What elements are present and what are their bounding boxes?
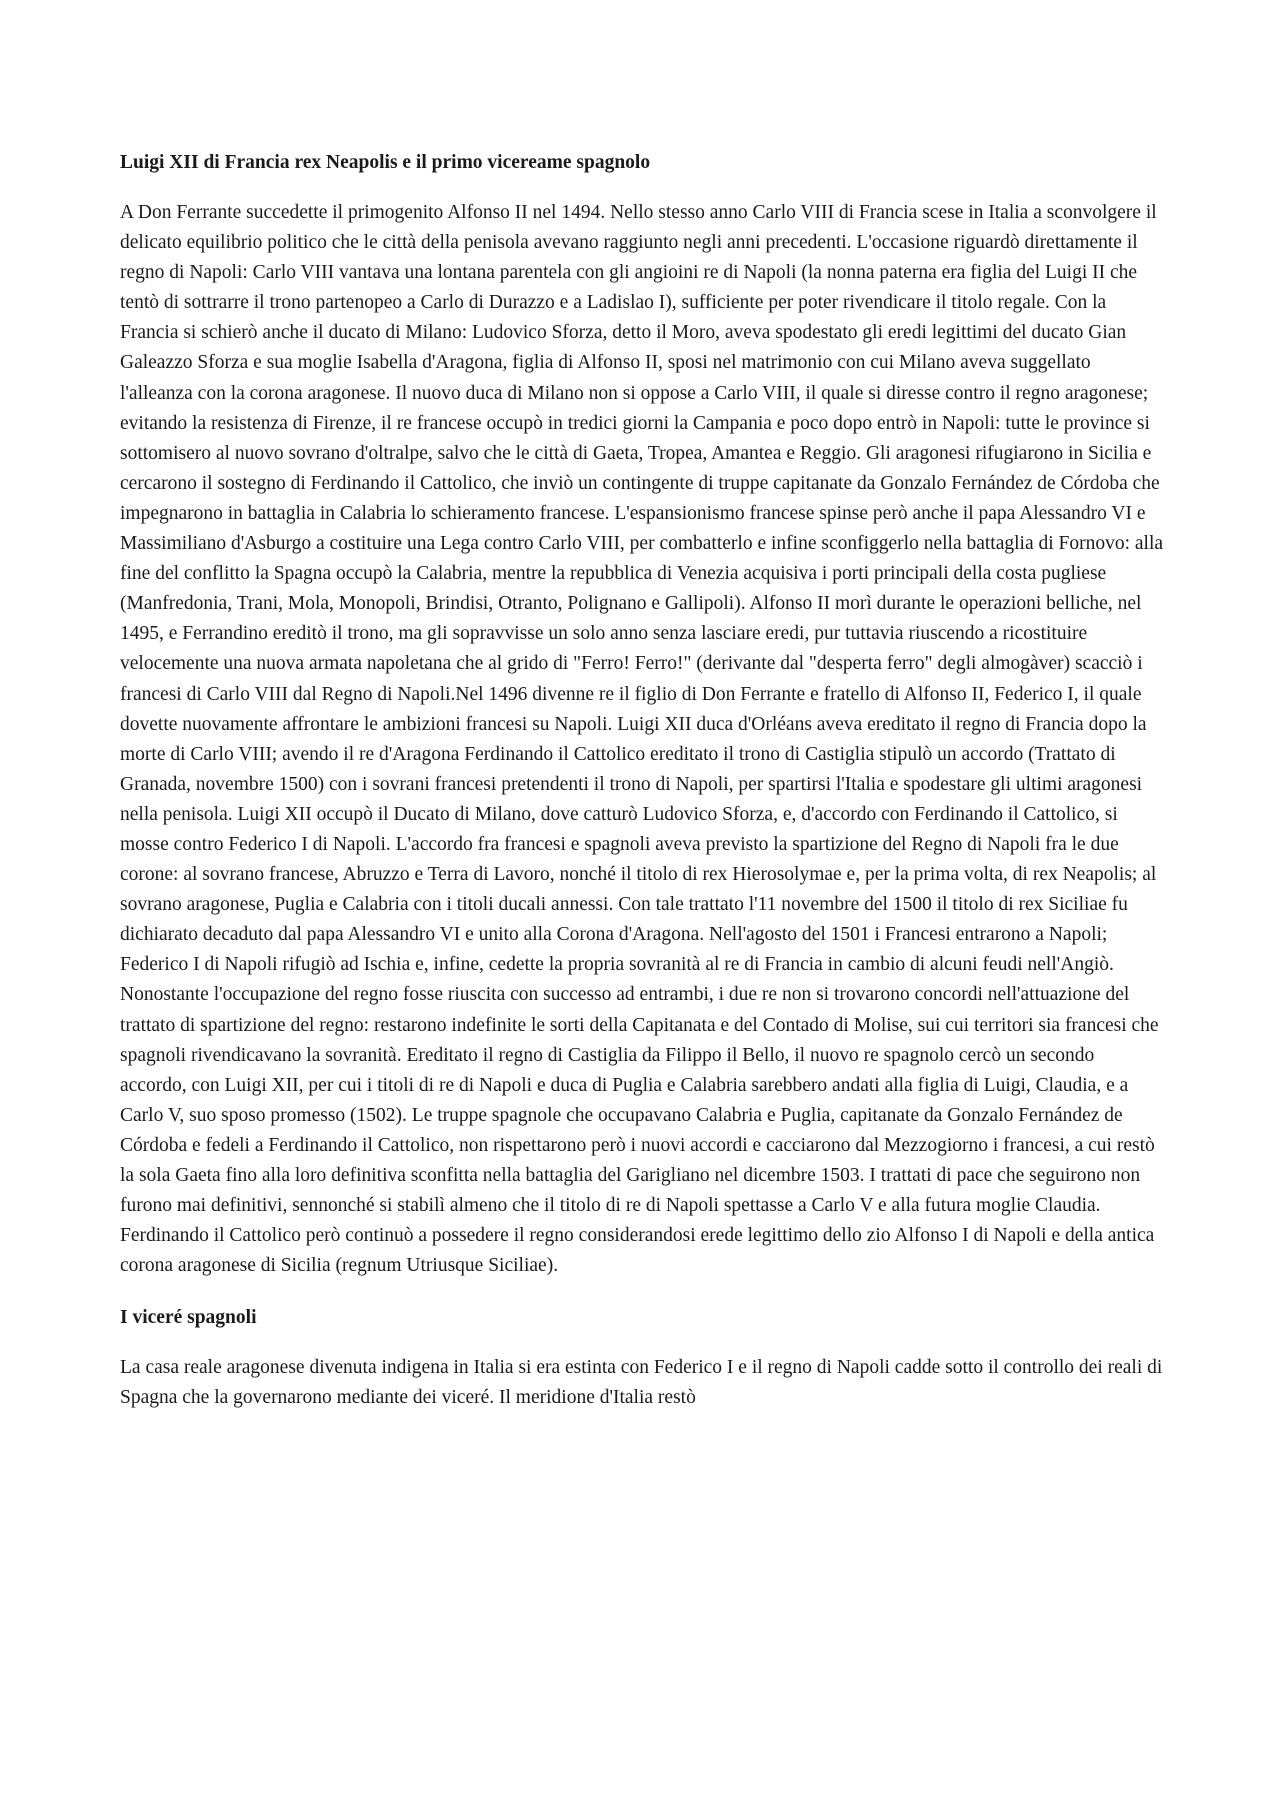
section-heading-luigi-xii: Luigi XII di Francia rex Neapolis e il primo vicereame spagnolo — [120, 152, 651, 173]
section-heading-vicere: I viceré spagnoli — [120, 1307, 257, 1329]
document-page — [120, 148, 1165, 1434]
section-paragraph-vicere: La casa reale aragonese divenuta indigena in Italia si era estinta con Federico I e il regno di Napoli cadde sotto il controllo dei reali di Spagna che la governarono mediante dei viceré. Il meridione d'Italia restò — [120, 1357, 1163, 1409]
section-paragraph-luigi-xii: A Don Ferrante succedette il primogenito Alfonso II nel 1494. Nello stesso anno Carlo VIII di Francia scese in Italia a sconvolgere il delicato equilibrio politico che le città della penisola avevano raggiunto negli anni precedenti. L'occasione riguardò direttamente il regno di Napoli: Carlo VIII vantava una lontana parentela con gli angioini re di Napoli (la nonna paterna era figlia del Luigi II che tentò di sottrarre il trono partenopeo a Carlo di Durazzo e a Ladislao I), sufficiente per poter rivendicare il titolo regale. Con la Francia si schierò anche il ducato di Milano: Ludovico Sforza, detto il Moro, aveva spodestato gli eredi legittimi del ducato Gian Galeazzo Sforza e sua moglie Isabella d'Aragona, figlia di Alfonso II, sposi nel matrimonio con cui Milano aveva suggellato l'alleanza con la corona aragonese. Il nuovo duca di Milano non si oppose a Carlo VIII, il quale si diresse contro il regno aragonese; evitando la resistenza di Firenze, il re francese occupò in tredici giorni la Campania e poco dopo entrò in Napoli: tutte le province si sottomisero al nuovo sovrano d'oltralpe, salvo che le città di Gaeta, Tropea, Amantea e Reggio. Gli aragonesi rifugiarono in Sicilia e cercarono il sostegno di Ferdinando il Cattolico, che inviò un contingente di truppe capitanate da Gonzalo Fernández de Córdoba che impegnarono in battaglia in Calabria lo schieramento francese. L'espansionismo francese spinse però anche il papa Alessandro VI e Massimiliano d'Asburgo a costituire una Lega contro Carlo VIII, per combatterlo e infine sconfiggerlo nella battaglia di Fornovo: alla fine del conflitto la Spagna occupò la Calabria, mentre la repubblica di Venezia acquisiva i porti principali della costa pugliese (Manfredonia, Trani, Mola, Monopoli, Brindisi, Otranto, Polignano e Gallipoli). Alfonso II morì durante le operazioni belliche, nel 1495, e Ferrandino ereditò il trono, ma gli sopravvisse un solo anno senza lasciare eredi, pur tuttavia riuscendo a ricostituire velocemente una nuova armata napoletana che al grido di "Ferro! Ferro!" (derivante dal "desperta ferro" degli almogàver) scacciò i francesi di Carlo VIII dal Regno di Napoli.Nel 1496 divenne re il figlio di Don Ferrante e fratello di Alfonso II, Federico I, il quale dovette nuovamente affrontare le ambizioni francesi su Napoli. Luigi XII duca d'Orléans aveva ereditato il regno di Francia dopo la morte di Carlo VIII; avendo il re d'Aragona Ferdinando il Cattolico ereditato il trono di Castiglia stipulò un accordo (Trattato di Granada, novembre 1500) con i sovrani francesi pretendenti il trono di Napoli, per spartirsi l'Italia e spodestare gli ultimi aragonesi nella penisola. Luigi XII occupò il Ducato di Milano, dove catturò Ludovico Sforza, e, d'accordo con Ferdinando il Cattolico, si mosse contro Federico I di Napoli. L'accordo fra francesi e spagnoli aveva previsto la spartizione del Regno di Napoli fra le due corone: al sovrano francese, Abruzzo e Terra di Lavoro, nonché il titolo di rex Hierosolymae e, per la prima volta, di rex Neapolis; al sovrano aragonese, Puglia e Calabria con i titoli ducali annessi. Con tale trattato l'11 novembre del 1500 il titolo di rex Siciliae fu dichiarato decaduto dal papa Alessandro VI e unito alla Corona d'Aragona. Nell'agosto del 1501 i Francesi entrarono a Napoli; Federico I di Napoli rifugiò ad Ischia e, infine, cedette la propria sovranità al re di Francia in cambio di alcuni feudi nell'Angiò. Nonostante l'occupazione del regno fosse riuscita con successo ad entrambi, i due re non si trovarono concordi nell'attuazione del trattato di spartizione del regno: restarono indefinite le sorti della Capitanata e del Contado di Molise, sui cui territori sia francesi che spagnoli rivendicavano la sovranità. Ereditato il regno di Castiglia da Filippo il Bello, il nuovo re spagnolo cercò un secondo accordo, con Luigi XII, per cui i titoli di re di Napoli e duca di Puglia e Calabria sarebbero andati alla figlia di Luigi, Claudia, e a Carlo V, suo sposo promesso (1502). Le truppe spagnole che occupavano Calabria e Puglia, capitanate da Gonzalo Fernández de Córdoba e fedeli a Ferdinando il Cattolico, non rispettarono però i nuovi accordi e cacciarono dal Mezzogiorno i francesi, a cui restò la sola Gaeta fino alla loro definitiva sconfitta nella battaglia del Garigliano nel dicembre 1503. I trattati di pace che seguirono non furono mai definitivi, sennonché si stabilì almeno che il titolo di re di Napoli spettasse a Carlo V e alla futura moglie Claudia. Ferdinando il Cattolico però continuò a possedere il regno considerandosi erede legittimo dello zio Alfonso I di Napoli e della antica corona aragonese di Sicilia (regnum Utriusque Siciliae). — [120, 202, 1164, 1277]
